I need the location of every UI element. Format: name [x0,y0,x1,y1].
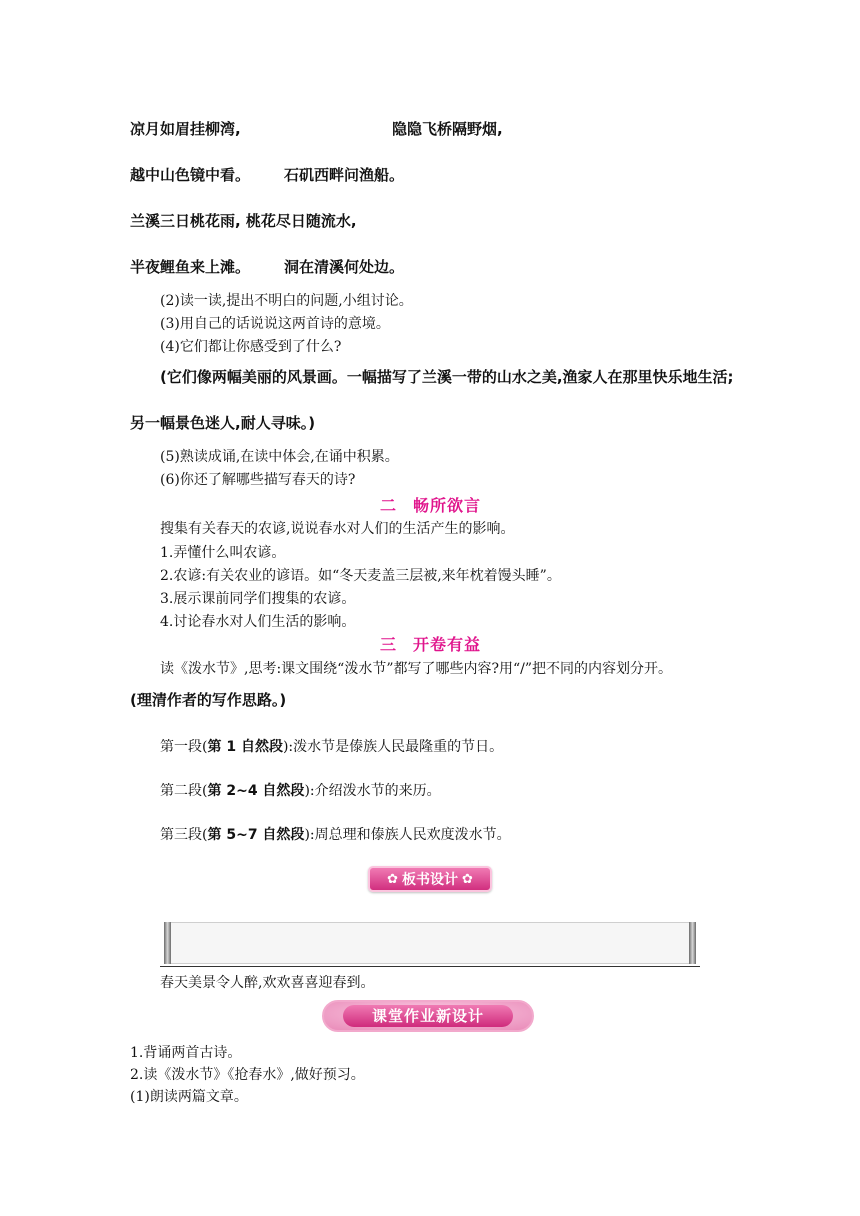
para-1-range: 第 1 自然段 [207,739,283,755]
para-1-suffix: ):泼水节是傣族人民最隆重的节日。 [282,739,504,755]
section-3-note: (理清作者的写作思路。) [130,691,287,709]
section-2-item-2: 2.农谚:有关农业的谚语。如“冬天麦盖三层被,来年枕着馒头睡”。 [160,568,561,584]
board-left-post [164,922,171,964]
section-2-item-4: 4.讨论春水对人们生活的影响。 [160,614,356,630]
board-surface [168,922,692,964]
paragraph-summary-3 [160,824,511,844]
section-2-item-3: 3.展示课前同学们搜集的农谚。 [160,591,356,607]
para-3-suffix: ):周总理和傣族人民欢度泼水节。 [304,827,511,843]
homework-banner-label: 课堂作业新设计 [343,1005,513,1027]
step-4: (4)它们都让你感受到了什么? [160,339,342,355]
board-design-banner [368,866,492,892]
board-caption: 春天美景令人醉,欢欢喜喜迎春到。 [160,975,375,991]
homework-item-3: (1)朗读两篇文章。 [130,1089,248,1105]
poem-line-2b: 石矶西畔问渔船。 [284,166,405,184]
section-2-heading [380,493,481,516]
poem-line-2a: 越中山色镜中看。 [130,166,251,184]
step-3: (3)用自己的话说说这两首诗的意境。 [160,316,390,332]
section-3-title: 开卷有益 [413,635,482,654]
section-2-title: 畅所欲言 [413,496,482,515]
homework-banner [322,1000,534,1032]
para-3-prefix: 第三段( [160,827,208,843]
step-6: (6)你还了解哪些描写春天的诗? [160,472,356,488]
answer-line-1: (它们像两幅美丽的风景画。一幅描写了兰溪一带的山水之美,渔家人在那里快乐地生活; [160,368,734,386]
section-3-number: 三 [380,635,398,654]
board-design-label: 板书设计 [402,872,458,888]
para-3-range: 第 5~7 自然段 [207,827,305,843]
poem-line-4b: 洞在清溪何处边。 [284,258,405,276]
homework-item-1: 1.背诵两首古诗。 [130,1045,242,1061]
paragraph-summary-1 [160,736,503,756]
section-3-heading [380,632,481,655]
section-3-intro: 读《泼水节》,思考:课文围绕“泼水节”都写了哪些内容?用“/”把不同的内容划分开。 [160,661,673,677]
answer-line-2: 另一幅景色迷人,耐人寻味。) [130,414,316,432]
para-2-prefix: 第二段( [160,783,208,799]
step-5: (5)熟读成诵,在读中体会,在诵中积累。 [160,449,399,465]
homework-item-2: 2.读《泼水节》《抢春水》,做好预习。 [130,1067,365,1083]
para-2-suffix: ):介绍泼水节的来历。 [304,783,441,799]
star-icon: ✿ [462,871,473,887]
star-icon: ✿ [387,871,398,887]
blackboard [160,918,700,967]
section-2-intro: 搜集有关春天的农谚,说说春水对人们的生活产生的影响。 [160,521,515,537]
board-right-post [689,922,696,964]
poem-line-1a: 凉月如眉挂柳湾, [130,120,241,138]
para-1-prefix: 第一段( [160,739,208,755]
section-2-number: 二 [380,496,398,515]
section-2-item-1: 1.弄懂什么叫农谚。 [160,545,286,561]
paragraph-summary-2 [160,780,441,800]
poem-line-1b: 隐隐飞桥隔野烟, [392,120,503,138]
poem-line-4a: 半夜鲤鱼来上滩。 [130,258,251,276]
poem-line-3: 兰溪三日桃花雨, 桃花尽日随流水, [130,212,357,230]
step-2: (2)读一读,提出不明白的问题,小组讨论。 [160,293,413,309]
para-2-range: 第 2~4 自然段 [207,783,305,799]
